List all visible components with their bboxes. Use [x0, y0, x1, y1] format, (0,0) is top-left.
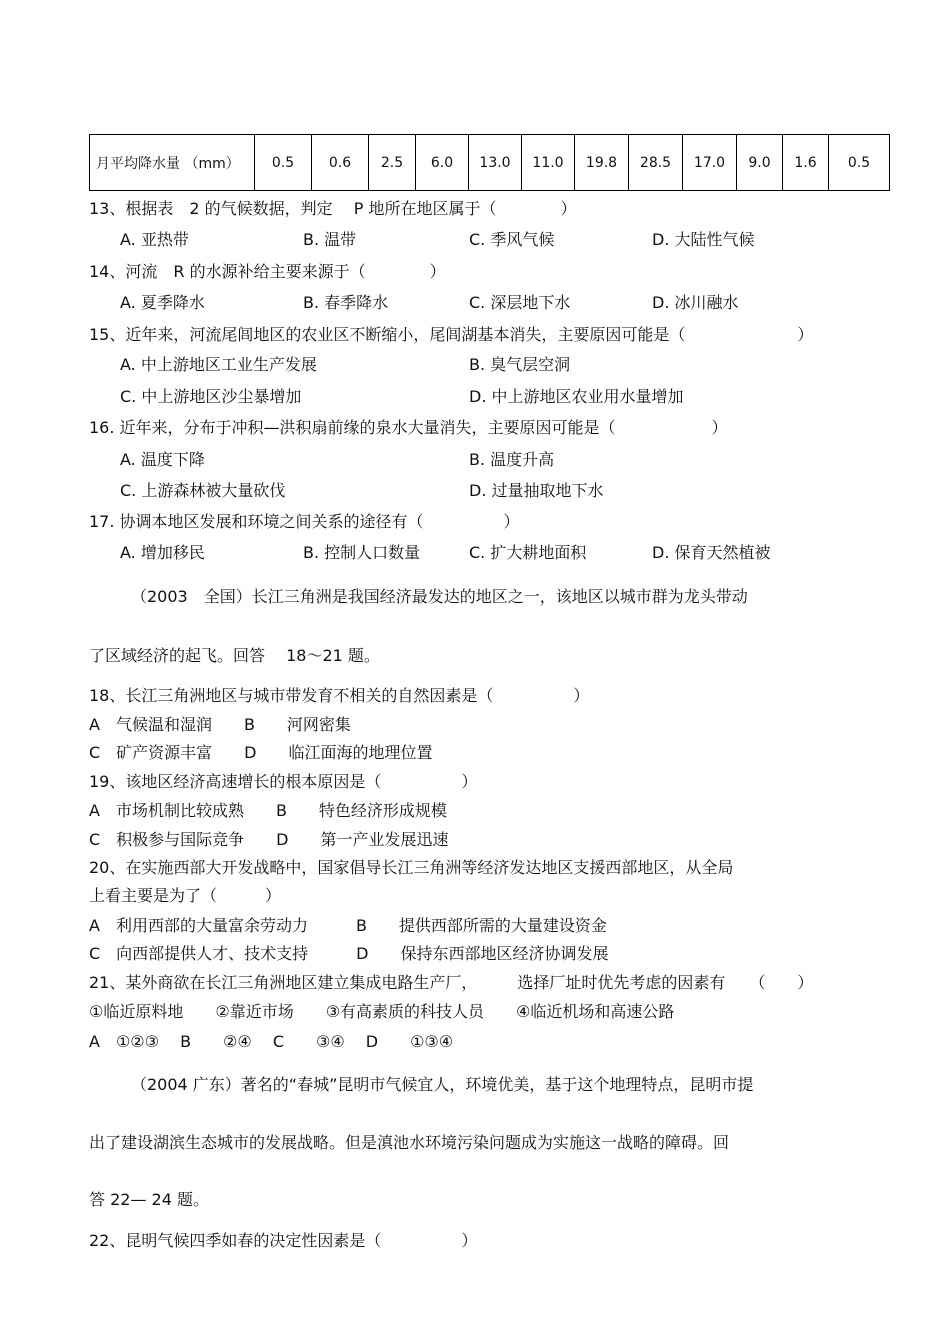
question-20-line-1: 20、在实施西部大开发战略中，国家倡导长江三角洲等经济发达地区支援西部地区，从全局	[89, 858, 734, 877]
table-cell: 2.5	[369, 135, 416, 191]
passage-2004-line-1: （2004 广东）著名的“春城”昆明市气候宜人，环境优美，基于这个地理特点，昆明市提	[131, 1075, 754, 1094]
option-c: C. 深层地下水	[469, 293, 571, 312]
option-a: A. 中上游地区工业生产发展	[120, 355, 317, 374]
question-21-options: A ①②③ B ②④ C ③④ D ①③④	[89, 1032, 454, 1051]
option-d: D. 大陆性气候	[652, 230, 755, 249]
table-cell: 9.0	[737, 135, 783, 191]
options-cd: C 向西部提供人才、技术支持 D 保持东西部地区经济协调发展	[89, 944, 609, 963]
question-16: 16. 近年来，分布于冲积—洪积扇前缘的泉水大量消失，主要原因可能是（ ）	[89, 418, 728, 437]
option-b: B. 温带	[303, 230, 357, 249]
table-cell: 28.5	[629, 135, 683, 191]
table-cell: 1.6	[783, 135, 829, 191]
option-b: B. 春季降水	[303, 293, 389, 312]
question-14: 14、河流 R 的水源补给主要来源于（ ）	[89, 262, 446, 281]
option-b: B. 臭气层空洞	[469, 355, 571, 374]
options-ab: A 气候温和湿润 B 河网密集	[89, 715, 351, 734]
passage-2004-line-3: 答 22— 24 题。	[89, 1190, 209, 1209]
option-c: C. 季风气候	[469, 230, 555, 249]
passage-2004-line-2: 出了建设湖滨生态城市的发展战略。但是滇池水环境污染问题成为实施这一战略的障碍。回	[89, 1133, 730, 1152]
options-cd: C 矿产资源丰富 D 临江面海的地理位置	[89, 743, 433, 762]
table-row	[90, 135, 890, 191]
option-b: B. 温度升高	[469, 450, 555, 469]
question-22: 22、昆明气候四季如春的决定性因素是（ ）	[89, 1231, 478, 1250]
option-c: C. 中上游地区沙尘暴增加	[120, 387, 302, 406]
table-cell: 0.6	[312, 135, 369, 191]
question-17: 17. 协调本地区发展和环境之间关系的途径有（ ）	[89, 512, 520, 531]
passage-2003-line-1: （2003 全国）长江三角洲是我国经济最发达的地区之一，该地区以城市群为龙头带动	[131, 587, 748, 606]
question-15: 15、近年来，河流尾闾地区的农业区不断缩小，尾闾湖基本消失，主要原因可能是（ ）	[89, 325, 814, 344]
question-21-factors: ①临近原料地 ②靠近市场 ③有高素质的科技人员 ④临近机场和高速公路	[89, 1002, 675, 1021]
table-cell: 6.0	[416, 135, 469, 191]
option-a: A. 温度下降	[120, 450, 205, 469]
table-cell: 19.8	[575, 135, 629, 191]
option-c: C. 上游森林被大量砍伐	[120, 481, 286, 500]
option-d: D. 中上游地区农业用水量增加	[469, 387, 684, 406]
option-a: A. 增加移民	[120, 543, 205, 562]
option-c: C. 扩大耕地面积	[469, 543, 587, 562]
question-21: 21、某外商欲在长江三角洲地区建立集成电路生产厂， 选择厂址时优先考虑的因素有 （ ）	[89, 973, 814, 992]
table-cell: 0.5	[255, 135, 312, 191]
question-18: 18、长江三角洲地区与城市带发育不相关的自然因素是（ ）	[89, 686, 590, 705]
table-cell: 11.0	[522, 135, 575, 191]
table-cell: 0.5	[829, 135, 890, 191]
option-a: A. 夏季降水	[120, 293, 205, 312]
option-a: A. 亚热带	[120, 230, 189, 249]
option-d: D. 保育天然植被	[652, 543, 771, 562]
option-d: D. 冰川融水	[652, 293, 739, 312]
table-cell: 17.0	[683, 135, 737, 191]
question-13: 13、根据表 2 的气候数据，判定 P 地所在地区属于（ ）	[89, 199, 577, 218]
table-label: 月平均降水量 （mm）	[90, 135, 255, 191]
question-19: 19、该地区经济高速增长的根本原因是（ ）	[89, 772, 478, 791]
option-b: B. 控制人口数量	[303, 543, 421, 562]
passage-2003-line-2: 了区域经济的起飞。回答 18～21 题。	[89, 646, 380, 665]
table-cell: 13.0	[469, 135, 522, 191]
question-20-line-2: 上看主要是为了（ ）	[89, 886, 282, 905]
options-ab: A 市场机制比较成熟 B 特色经济形成规模	[89, 801, 447, 820]
option-d: D. 过量抽取地下水	[469, 481, 604, 500]
options-ab: A 利用西部的大量富余劳动力 B 提供西部所需的大量建设资金	[89, 916, 607, 935]
options-cd: C 积极参与国际竞争 D 第一产业发展迅速	[89, 830, 449, 849]
precipitation-table	[89, 134, 890, 191]
